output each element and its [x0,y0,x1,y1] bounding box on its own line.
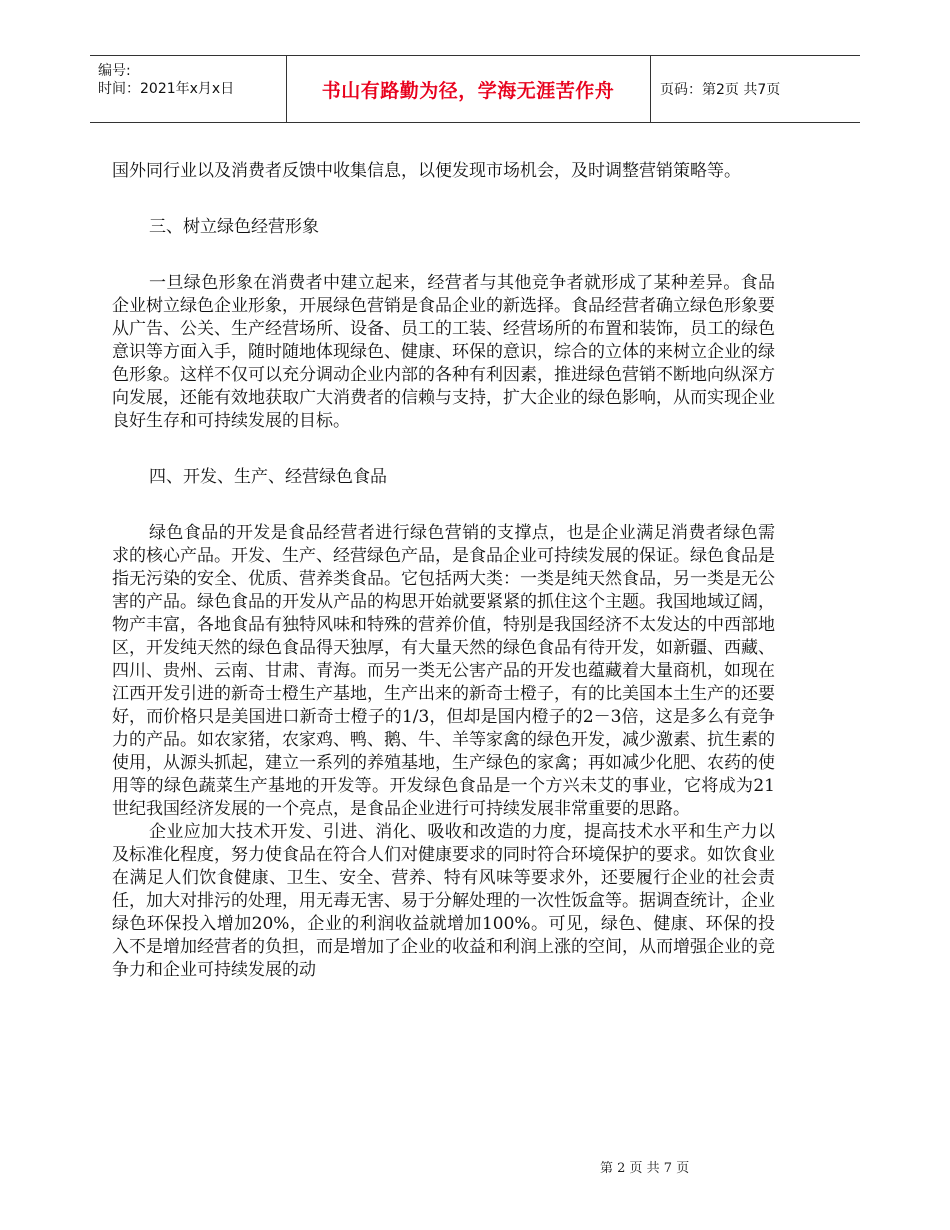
page-footer: 第 2 页 共 7 页 [600,1161,690,1176]
paragraph-continuation: 国外同行业以及消费者反馈中收集信息，以便发现市场机会，及时调整营销策略等。 [112,161,741,181]
document-body [112,160,775,982]
page-header [90,55,860,123]
header-meta [98,62,283,98]
document-time-label: 时间：2021年x月x日 [98,81,235,97]
section-heading-4: 四、开发、生产、经营绿色食品 [149,467,387,487]
paragraph-green-image: 一旦绿色形象在消费者中建立起来，经营者与其他竞争者就形成了某种差异。食品企业树立绿色企业形象，开展绿色营销是食品企业的新选择。食品经营者确立绿色形象要从广告、公关、生产经营场所、设备、员工的工装、经营场所的布置和装饰，员工的绿色意识等方面入手，随时随地体现绿色、健康、环保的意识，综合的立体的来树立企业的绿色形象。这样不仅可以充分调动企业内部的各种有利因素，推进绿色营销不断地向纵深方向发展，还能有效地获取广大消费者的信赖与支持，扩大企业的绿色影响，从而实现企业良好生存和可持续发展的目标。 [112,273,775,431]
document-number-label: 编号: [98,63,131,79]
header-motto: 书山有路勤为径，学海无涯苦作舟 [321,79,615,102]
paragraph-technology: 企业应加大技术开发、引进、消化、吸收和改造的力度，提高技术水平和生产力以及标准化程度，努力使食品在符合人们对健康要求的同时符合环境保护的要求。如饮食业在满足人们饮食健康、卫生、安全、营养、特有风味等要求外，还要履行企业的社会责任，加大对排污的处理，用无毒无害、易于分解处理的一次性饭盒等。据调查统计，企业绿色环保投入增加20%，企业的利润收益就增加100%。可见，绿色、健康、环保的投入不是增加经营者的负担，而是增加了企业的收益和利润上涨的空间，从而增强企业的竞争力和企业可持续发展的动 [112,822,775,980]
paragraph-green-food: 绿色食品的开发是食品经营者进行绿色营销的支撑点，也是企业满足消费者绿色需求的核心产品。开发、生产、经营绿色产品，是食品企业可持续发展的保证。绿色食品是指无污染的安全、优质、营养类食品。它包括两大类：一类是纯天然食品，另一类是无公害的产品。绿色食品的开发从产品的构思开始就要紧紧的抓住这个主题。我国地域辽阔，物产丰富，各地食品有独特风味和特殊的营养价值，特别是我国经济不太发达的中西部地区，开发纯天然的绿色食品得天独厚，有大量天然的绿色食品有待开发，如新疆、西藏、四川、贵州、云南、甘肃、青海。而另一类无公害产品的开发也蕴藏着大量商机，如现在江西开发引进的新奇士橙生产基地，生产出来的新奇士橙子，有的比美国本土生产的还要好，而价格只是美国进口新奇士橙子的1/3，但却是国内橙子的2－3倍，这是多么有竞争力的产品。如农家猪，农家鸡、鸭、鹅、牛、羊等家禽的绿色开发，减少激素、抗生素的使用，从源头抓起，建立一系列的养殖基地，生产绿色的家禽；再如减少化肥、农药的使用等的绿色蔬菜生产基地的开发等。开发绿色食品是一个方兴未艾的事业，它将成为21世纪我国经济发展的一个亮点，是食品企业进行可持续发展非常重要的思路。 [112,523,775,819]
header-page-info: 页码：第2页 共7页 [660,82,781,98]
section-heading-3: 三、树立绿色经营形象 [149,217,319,237]
header-divider-right [650,56,651,122]
